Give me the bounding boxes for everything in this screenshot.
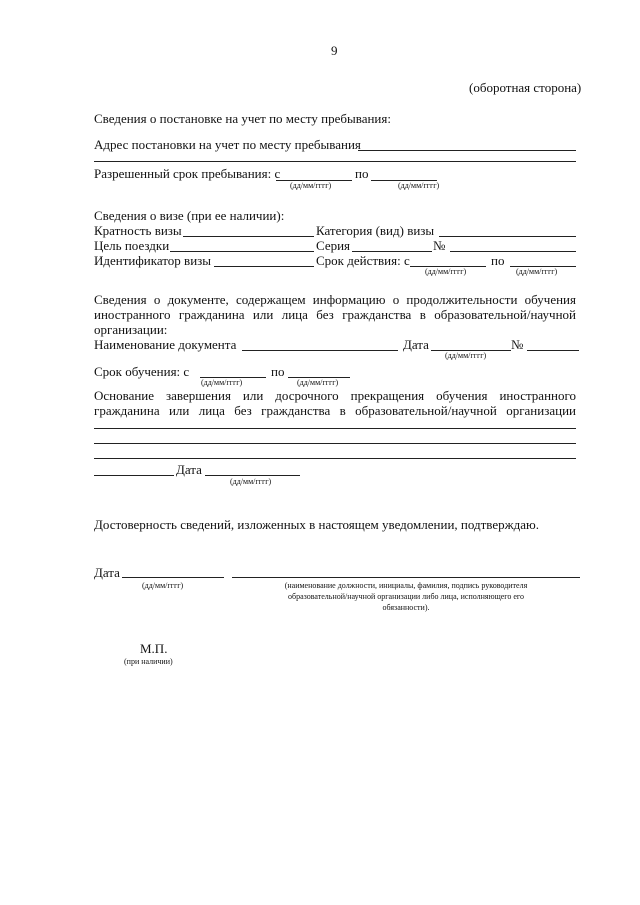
signature-date-field[interactable] [122, 577, 224, 578]
stamp-label: М.П. [140, 641, 168, 656]
date-hint: (дд/мм/гггг) [445, 351, 487, 360]
reason-line2: гражданина или лица без гражданства в образовательной/научной организации [94, 403, 576, 418]
reason-field-line3[interactable] [94, 458, 576, 459]
reason-field-line1[interactable] [94, 428, 576, 429]
visa-purpose-label: Цель поездки [94, 238, 170, 253]
education-heading-line1: Сведения о документе, содержащем информацию о продолжительности обучения [94, 292, 576, 307]
address-field-line2[interactable] [94, 161, 576, 162]
visa-id-field[interactable] [214, 266, 314, 267]
visa-purpose-field[interactable] [170, 251, 314, 252]
visa-multiplicity-field[interactable] [183, 236, 314, 237]
address-label: Адрес постановки на учет по месту пребывания [94, 137, 361, 152]
date-hint: (дд/мм/гггг) [516, 267, 558, 276]
visa-number-label: № [433, 238, 446, 253]
reason-date-label: Дата [176, 462, 202, 477]
reason-line1: Основание завершения или досрочного прекращения обучения иностранного [94, 388, 576, 403]
doc-name-field[interactable] [242, 350, 398, 351]
stay-to-label: по [355, 166, 369, 181]
visa-id-label: Идентификатор визы [94, 253, 212, 268]
page-number: 9 [331, 43, 338, 58]
address-field[interactable] [358, 150, 576, 151]
reason-extra-field[interactable] [94, 475, 174, 476]
signature-date-label: Дата [94, 565, 120, 580]
doc-name-label: Наименование документа [94, 337, 237, 352]
date-hint: (дд/мм/гггг) [297, 378, 339, 387]
reason-field-line2[interactable] [94, 443, 576, 444]
visa-validity-to-label: по [491, 253, 505, 268]
date-hint: (дд/мм/гггг) [142, 581, 184, 590]
reason-date-field[interactable] [205, 475, 300, 476]
visa-series-label: Серия [316, 238, 351, 253]
visa-multiplicity-label: Кратность визы [94, 223, 182, 238]
visa-series-field[interactable] [352, 251, 432, 252]
signature-caption-line3: обязанности). [382, 603, 430, 612]
date-hint: (дд/мм/гггг) [201, 378, 243, 387]
date-hint: (дд/мм/гггг) [290, 181, 332, 190]
date-hint: (дд/мм/гггг) [230, 477, 272, 486]
visa-category-label: Категория (вид) визы [316, 223, 435, 238]
stamp-note: (при наличии) [124, 657, 173, 666]
doc-date-label: Дата [403, 337, 429, 352]
date-hint: (дд/мм/гггг) [398, 181, 440, 190]
visa-heading: Сведения о визе (при ее наличии): [94, 208, 285, 223]
visa-category-field[interactable] [439, 236, 576, 237]
confirmation-text: Достоверность сведений, изложенных в настоящем уведомлении, подтверждаю. [94, 517, 539, 532]
stay-period-label: Разрешенный срок пребывания: с [94, 166, 281, 181]
signature-field[interactable] [232, 577, 580, 578]
doc-number-label: № [511, 337, 524, 352]
visa-number-field[interactable] [450, 251, 576, 252]
date-hint: (дд/мм/гггг) [425, 267, 467, 276]
side-label: (оборотная сторона) [469, 80, 582, 95]
doc-number-field[interactable] [527, 350, 579, 351]
study-period-label: Срок обучения: с [94, 364, 190, 379]
stay-heading: Сведения о постановке на учет по месту пребывания: [94, 111, 391, 126]
visa-validity-label: Срок действия: с [316, 253, 410, 268]
education-heading-line3: организации: [94, 322, 168, 337]
signature-caption-line2: образовательной/научной организации либо лица, исполняющего его [288, 592, 524, 601]
study-to-label: по [271, 364, 285, 379]
education-heading-line2: иностранного гражданина или лица без гражданства в образовательной/научной [94, 307, 576, 322]
signature-caption-line1: (наименование должности, инициалы, фамилия, подпись руководителя [284, 581, 528, 590]
